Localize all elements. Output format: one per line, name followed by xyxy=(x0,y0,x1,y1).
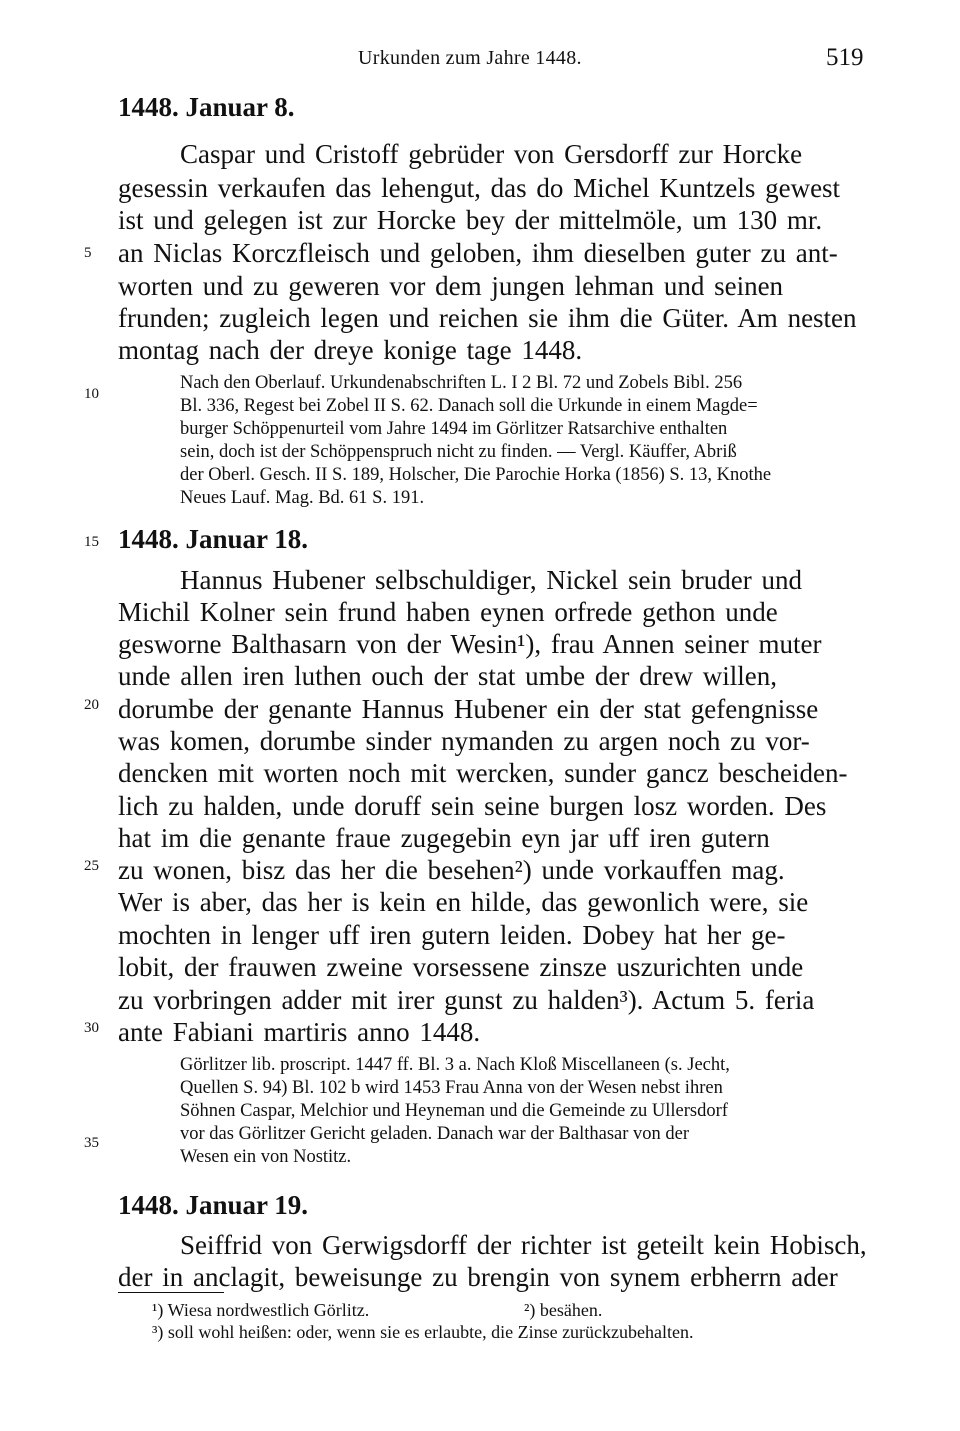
doc3-heading: 1448. Januar 19. xyxy=(118,1190,309,1220)
doc1-line: an Niclas Korczfleisch und geloben, ihm dieselben guter zu ant- xyxy=(118,238,838,268)
doc1-line: gesessin verkaufen das lehengut, das do Michel Kuntzels gewest xyxy=(118,173,841,203)
line-number: 35 xyxy=(84,1135,99,1151)
footnote-rule xyxy=(118,1292,224,1293)
doc2-heading: 1448. Januar 18. xyxy=(118,524,309,554)
line-number: 30 xyxy=(84,1020,99,1036)
line-number: 5 xyxy=(84,245,92,261)
doc1-heading: 1448. Januar 8. xyxy=(118,92,295,122)
doc1-line: montag nach der dreye konige tage 1448. xyxy=(118,335,583,365)
doc1-note-line: Neues Lauf. Mag. Bd. 61 S. 191. xyxy=(180,488,425,508)
doc2-note-line: Quellen S. 94) Bl. 102 b wird 1453 Frau Anna von der Wesen nebst ihren xyxy=(180,1078,723,1098)
doc1-note-line: burger Schöppenurteil vom Jahre 1494 im Görlitzer Ratsarchive enthalten xyxy=(180,419,728,439)
doc2-line: dorumbe der genante Hannus Hubener ein der stat gefengnisse xyxy=(118,694,819,724)
line-number: 25 xyxy=(84,858,99,874)
doc2-line: mochten in lenger uff iren gutern leiden. Dobey hat her ge- xyxy=(118,920,786,950)
line-number: 15 xyxy=(84,534,99,550)
doc2-note-line: Wesen ein von Nostitz. xyxy=(180,1147,352,1167)
doc1-note-line: Bl. 336, Regest bei Zobel II S. 62. Danach soll die Urkunde in einem Magde= xyxy=(180,396,758,416)
doc2-note-line: Görlitzer lib. proscript. 1447 ff. Bl. 3 a. Nach Kloß Miscellaneen (s. Jecht, xyxy=(180,1055,730,1075)
doc2-line: was komen, dorumbe sinder nymanden zu argen noch zu vor- xyxy=(118,726,810,756)
doc2-line: Hannus Hubener selbschuldiger, Nickel sein bruder und xyxy=(180,565,803,595)
doc2-line: lich zu halden, unde doruff sein seine burgen losz worden. Des xyxy=(118,791,827,821)
doc1-line: frunden; zugleich legen und reichen sie ihm die Güter. Am nesten xyxy=(118,303,857,333)
doc2-note-line: vor das Görlitzer Gericht geladen. Danach war der Balthasar von der xyxy=(180,1124,690,1144)
doc2-line: zu vorbringen adder mit irer gunst zu halden³). Actum 5. feria xyxy=(118,985,815,1015)
doc2-line: zu wonen, bisz das her die besehen²) unde vorkauffen mag. xyxy=(118,855,785,885)
doc2-line: ante Fabiani martiris anno 1448. xyxy=(118,1017,481,1047)
doc3-line: Seiffrid von Gerwigsdorff der richter ist geteilt kein Hobisch, xyxy=(180,1230,867,1260)
running-header: Urkunden zum Jahre 1448. xyxy=(358,47,582,69)
doc2-line: gesworne Balthasarn von der Wesin¹), frau Annen seiner muter xyxy=(118,629,822,659)
doc2-line: Wer is aber, das her is kein en hilde, das gewonlich were, sie xyxy=(118,887,809,917)
doc2-line: lobit, der frauwen zweine vorsessene zinsze uszurichten unde xyxy=(118,952,804,982)
line-number: 10 xyxy=(84,386,99,402)
footnote-1: ¹) Wiesa nordwestlich Görlitz. xyxy=(152,1300,370,1320)
doc1-note-line: Nach den Oberlauf. Urkundenabschriften L. I 2 Bl. 72 und Zobels Bibl. 256 xyxy=(180,373,743,393)
doc2-line: hat im die genante fraue zugegebin eyn jar uff iren gutern xyxy=(118,823,770,853)
doc2-note-line: Söhnen Caspar, Melchior und Heyneman und die Gemeinde zu Ullersdorf xyxy=(180,1101,728,1121)
doc2-line: unde allen iren luthen ouch der stat umbe der drew willen, xyxy=(118,661,778,691)
doc3-line: der in anclagit, beweisunge zu brengin von synem erbherrn ader xyxy=(118,1262,838,1292)
doc1-note-line: sein, doch ist der Schöppenspruch nicht zu finden. — Vergl. Käuffer, Abriß xyxy=(180,442,737,462)
line-number: 20 xyxy=(84,697,99,713)
doc2-line: Michil Kolner sein frund haben eynen orfrede gethon unde xyxy=(118,597,778,627)
doc1-note-line: der Oberl. Gesch. II S. 189, Holscher, Die Parochie Horka (1856) S. 13, Knothe xyxy=(180,465,772,485)
doc1-line: Caspar und Cristoff gebrüder von Gersdorff zur Horcke xyxy=(180,139,803,169)
doc2-line: dencken mit worten noch mit wercken, sunder gancz bescheiden- xyxy=(118,758,848,788)
footnote-2: ²) besähen. xyxy=(524,1300,603,1320)
footnote-3: ³) soll wohl heißen: oder, wenn sie es erlaubte, die Zinse zurückzubehalten. xyxy=(152,1322,694,1342)
doc1-line: ist und gelegen ist zur Horcke bey der mittelmöle, um 130 mr. xyxy=(118,205,823,235)
page-number: 519 xyxy=(826,44,864,71)
doc1-line: worten und zu geweren vor dem jungen lehman und seinen xyxy=(118,271,784,301)
